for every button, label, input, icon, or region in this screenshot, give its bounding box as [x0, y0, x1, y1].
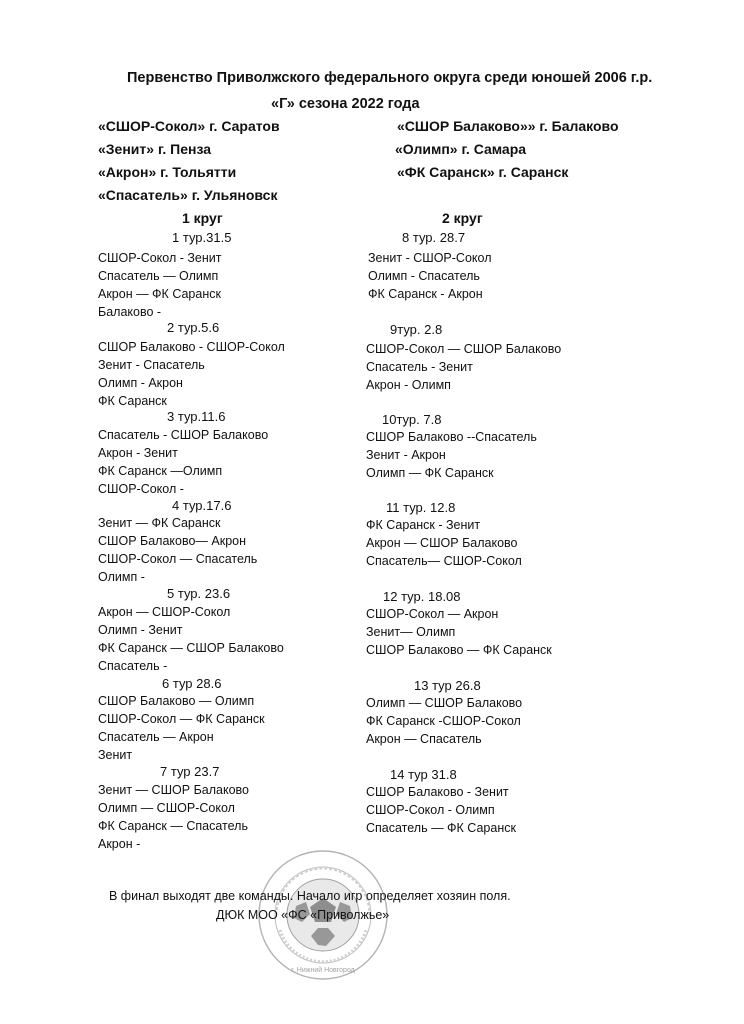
match-line: Спасатель — Олимп: [98, 269, 219, 283]
tour-title: 10тур. 7.8: [382, 412, 442, 427]
match-line: СШОР-Сокол - Зенит: [98, 251, 222, 265]
match-line: СШОР Балаково - Зенит: [366, 785, 509, 799]
match-line: Зенит: [98, 748, 133, 762]
match-line: Олимп — СШОР Балаково: [366, 696, 523, 710]
match-line: Зенит - Спасатель: [98, 358, 205, 372]
match-line: Спасатель — Акрон: [98, 730, 214, 744]
tour-title: 6 тур 28.6: [162, 676, 222, 691]
match-line: СШОР-Сокол — ФК Саранск: [98, 712, 265, 726]
match-line: Олимп — ФК Саранск: [366, 466, 494, 480]
match-line: СШОР Балаково— Акрон: [98, 534, 247, 548]
tour-title: 14 тур 31.8: [390, 767, 457, 782]
match-line: СШОР-Сокол — СШОР Балаково: [366, 342, 562, 356]
tour-title: 8 тур. 28.7: [402, 230, 466, 245]
match-line: Акрон - Олимп: [366, 378, 451, 392]
match-line: Акрон -: [98, 837, 141, 851]
match-line: Олимп - Зенит: [98, 623, 183, 637]
footer-note: В финал выходят две команды. Начало игр определяет хозяин поля.: [109, 889, 511, 903]
match-line: СШОР-Сокол -: [98, 482, 184, 496]
match-line: Олимп - Акрон: [98, 376, 183, 390]
match-line: СШОР Балаково --Спасатель: [366, 430, 537, 444]
tour-title: 2 тур.5.6: [167, 320, 220, 335]
match-line: Акрон - Зенит: [98, 446, 178, 460]
match-line: СШОР Балаково — ФК Саранск: [366, 643, 552, 657]
match-line: Спасатель — ФК Саранск: [366, 821, 516, 835]
match-line: Спасатель - СШОР Балаково: [98, 428, 269, 442]
match-line: Зенит — СШОР Балаково: [98, 783, 249, 797]
tour-title: 5 тур. 23.6: [167, 586, 231, 601]
page-subtitle: «Г» сезона 2022 года: [271, 96, 420, 112]
match-line: Зенит - СШОР-Сокол: [368, 251, 492, 265]
match-line: СШОР-Сокол — Спасатель: [98, 552, 258, 566]
match-line: Зенит — ФК Саранск: [98, 516, 221, 530]
match-line: СШОР-Сокол - Олимп: [366, 803, 495, 817]
tour-title: 1 тур.31.5: [172, 230, 232, 245]
tour-title: 4 тур.17.6: [172, 498, 232, 513]
team-name: «Олимп» г. Самара: [395, 141, 527, 157]
match-line: Спасатель -: [98, 659, 168, 673]
match-line: Акрон — СШОР Балаково: [366, 536, 518, 550]
match-line: Акрон — ФК Саранск: [98, 287, 221, 301]
match-line: Спасатель - Зенит: [366, 360, 473, 374]
match-line: Олимп — СШОР-Сокол: [98, 801, 235, 815]
team-name: «ФК Саранск» г. Саранск: [397, 164, 569, 180]
stamp-caption: г. Нижний Новгород: [291, 967, 355, 974]
round-1-heading: 1 круг: [182, 210, 223, 226]
tour-title: 12 тур. 18.08: [383, 589, 461, 604]
tour-title: 7 тур 23.7: [160, 764, 220, 779]
team-name: «Акрон» г. Тольятти: [98, 164, 237, 180]
team-name: «Спасатель» г. Ульяновск: [98, 187, 278, 203]
match-line: Акрон — СШОР-Сокол: [98, 605, 231, 619]
match-line: СШОР-Сокол — Акрон: [366, 607, 499, 621]
match-line: Олимп - Спасатель: [368, 269, 480, 283]
match-line: Зенит - Акрон: [366, 448, 446, 462]
footer-signature: ДЮК МОО «ФС «Приволжье»: [216, 908, 390, 922]
tour-title: 3 тур.11.6: [167, 409, 226, 424]
tour-title: 13 тур 26.8: [414, 678, 481, 693]
page-title: Первенство Приволжского федерального округа среди юношей 2006 г.р.: [127, 70, 653, 86]
team-name: «СШОР Балаково»» г. Балаково: [397, 118, 619, 134]
match-line: ФК Саранск - Акрон: [368, 287, 483, 301]
match-line: Акрон — Спасатель: [366, 732, 482, 746]
match-line: ФК Саранск — Спасатель: [98, 819, 248, 833]
match-line: Олимп -: [98, 570, 145, 584]
tour-title: 11 тур. 12.8: [386, 500, 456, 515]
match-line: Спасатель— СШОР-Сокол: [366, 554, 522, 568]
team-name: «Зенит» г. Пенза: [98, 141, 212, 157]
match-line: СШОР Балаково — Олимп: [98, 694, 255, 708]
match-line: ФК Саранск - Зенит: [366, 518, 481, 532]
team-name: «СШОР-Сокол» г. Саратов: [98, 118, 280, 134]
match-line: ФК Саранск -СШОР-Сокол: [366, 714, 521, 728]
tour-title: 9тур. 2.8: [390, 322, 443, 337]
match-line: Зенит— Олимп: [366, 625, 456, 639]
round-2-heading: 2 круг: [442, 210, 483, 226]
match-line: ФК Саранск — СШОР Балаково: [98, 641, 284, 655]
match-line: СШОР Балаково - СШОР-Сокол: [98, 340, 285, 354]
match-line: ФК Саранск —Олимп: [98, 464, 223, 478]
match-line: ФК Саранск: [98, 394, 167, 408]
match-line: Балаково -: [98, 305, 162, 319]
